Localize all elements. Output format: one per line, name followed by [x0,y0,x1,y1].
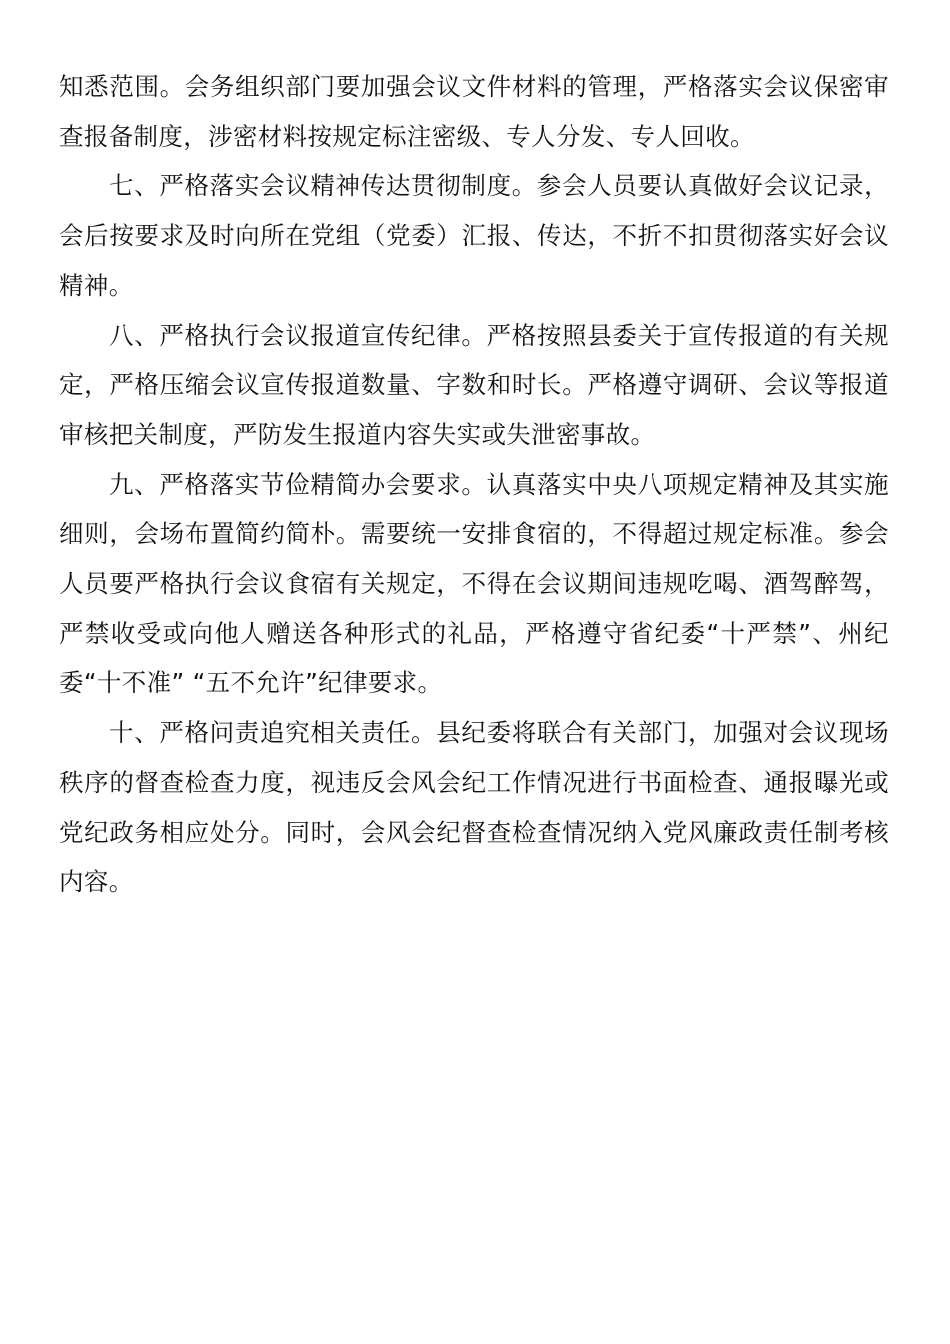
paragraph-item-10: 十、严格问责追究相关责任。县纪委将联合有关部门，加强对会议现场秩序的督查检查力度，视违反会风会纪工作情况进行书面检查、通报曝光或党纪政务相应处分。同时，会风会纪督查检查情况纳入党风廉政责任制考核内容。 [59,718,889,897]
paragraph-continuation: 知悉范围。会务组织部门要加强会议文件材料的管理，严格落实会议保密审查报备制度，涉密材料按规定标注密级、专人分发、专人回收。 [59,72,889,151]
paragraph-item-7: 七、严格落实会议精神传达贯彻制度。参会人员要认真做好会议记录，会后按要求及时向所在党组（党委）汇报、传达，不折不扣贯彻落实好会议精神。 [59,171,889,300]
paragraph-item-8: 八、严格执行会议报道宣传纪律。严格按照县委关于宣传报道的有关规定，严格压缩会议宣传报道数量、字数和时长。严格遵守调研、会议等报道审核把关制度，严防发生报道内容失实或失泄密事故。 [59,320,889,449]
paragraph-item-9: 九、严格落实节俭精简办会要求。认真落实中央八项规定精神及其实施细则，会场布置简约简朴。需要统一安排食宿的，不得超过规定标准。参会人员要严格执行会议食宿有关规定，不得在会议期间违规吃喝、酒驾醉驾，严禁收受或向他人赠送各种形式的礼品，严格遵守省纪委“十严禁”、州纪委“十不准” “五不允许”纪律要求。 [59,469,889,698]
document-body [59,62,889,907]
